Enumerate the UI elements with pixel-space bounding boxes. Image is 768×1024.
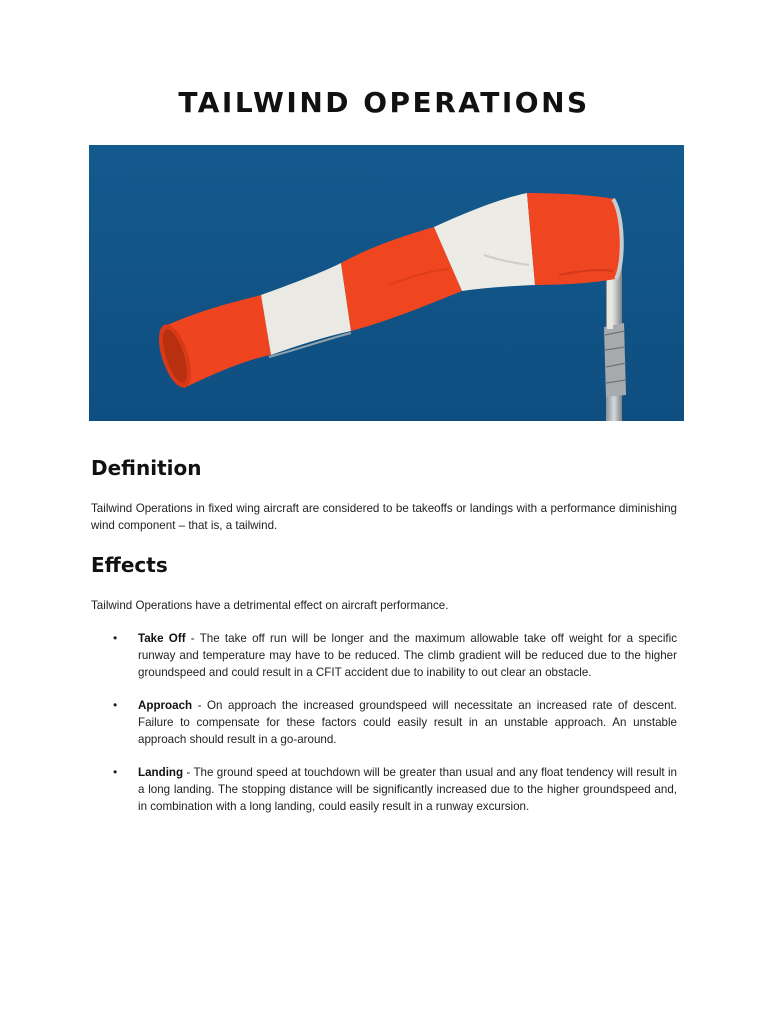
effects-heading: Effects xyxy=(91,553,168,577)
definition-heading: Definition xyxy=(91,456,202,480)
definition-text: Tailwind Operations in fixed wing aircraft are considered to be takeoffs or landings with a performance diminishing wind component – that is, a tailwind. xyxy=(91,502,677,532)
list-item xyxy=(91,764,677,815)
bullet-term: Take Off xyxy=(138,632,186,645)
effects-intro: Tailwind Operations have a detrimental effect on aircraft performance. xyxy=(91,599,449,612)
page-title: TAILWIND OPERATIONS xyxy=(178,86,590,119)
bullet-text: - The ground speed at touchdown will be greater than usual and any float tendency will result in a long landing. The stopping distance will be significantly increased due to the higher groundspeed and, in combination with a long landing, could easily result in a runway excursion. xyxy=(138,766,677,813)
windsock-photo xyxy=(89,145,684,421)
list-item xyxy=(91,630,677,681)
bullet-term: Approach xyxy=(138,699,193,712)
bullet-icon: • xyxy=(113,698,118,712)
bullet-text: - The take off run will be longer and the maximum allowable take off weight for a specific runway and temperature may have to be reduced. The climb gradient will be reduced due to the higher groundspeed and could result in a CFIT accident due to inability to out clear an obstacle. xyxy=(138,632,677,679)
bullet-icon: • xyxy=(113,765,118,779)
windsock-photo-graphic xyxy=(89,145,684,421)
bullet-text: - On approach the increased groundspeed will necessitate an increased rate of descent. Failure to compensate for these factors could easily result in an unstable approach. An unstable approach should result in a go-around. xyxy=(138,699,677,746)
bullet-icon: • xyxy=(113,631,118,645)
bullet-term: Landing xyxy=(138,766,184,779)
effects-list xyxy=(91,630,677,831)
list-item xyxy=(91,697,677,748)
